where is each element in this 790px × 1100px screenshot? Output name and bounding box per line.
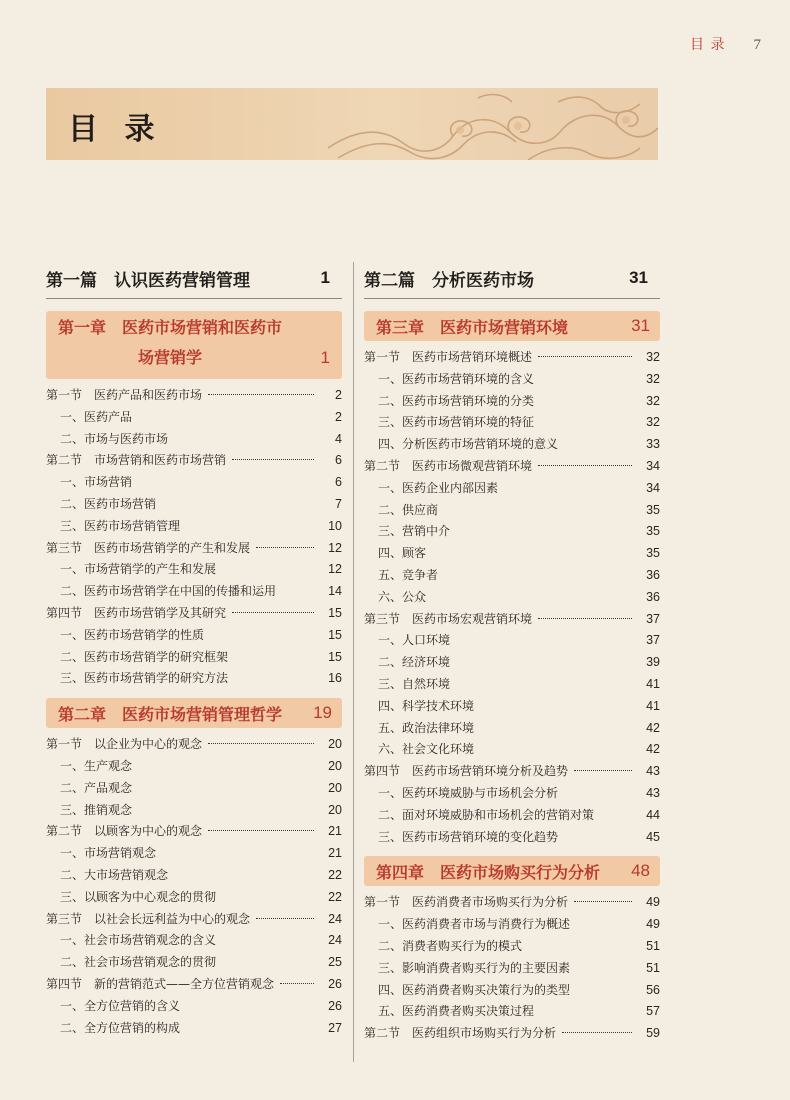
chapter-title-continued: 场营销学 xyxy=(138,348,203,367)
part-title: 第二篇 分析医药市场 xyxy=(364,270,534,291)
entry-title: 第四节 新的营销范式——全方位营销观念 xyxy=(46,976,275,991)
dot-leader xyxy=(432,552,632,553)
toc-item-entry[interactable] xyxy=(46,800,342,822)
entry-page: 51 xyxy=(646,960,660,975)
part-heading xyxy=(364,262,660,299)
entry-title: 三、影响消费者购买行为的主要因素 xyxy=(378,960,571,975)
entry-page: 26 xyxy=(328,976,342,991)
toc-item-entry[interactable] xyxy=(46,887,342,909)
dot-leader xyxy=(186,1027,314,1028)
entry-title: 一、医药市场营销学的性质 xyxy=(60,627,205,642)
toc-section-entry[interactable] xyxy=(46,385,342,407)
toc-item-entry[interactable] xyxy=(364,565,660,587)
dot-leader xyxy=(504,487,632,488)
entry-title: 三、医药市场营销学的研究方法 xyxy=(60,671,229,686)
entry-title: 第二节 以顾客为中心的观念 xyxy=(46,824,203,839)
toc-entry-list xyxy=(364,892,660,1045)
toc-item-entry[interactable] xyxy=(364,500,660,522)
toc-item-entry[interactable] xyxy=(364,718,660,740)
entry-page: 57 xyxy=(646,1004,660,1019)
toc-item-entry[interactable] xyxy=(46,756,342,778)
dot-leader xyxy=(480,727,632,728)
toc-section-entry[interactable] xyxy=(46,821,342,843)
toc-item-entry[interactable] xyxy=(46,472,342,494)
toc-item-entry[interactable] xyxy=(364,674,660,696)
entry-page: 20 xyxy=(328,737,342,752)
dot-leader xyxy=(480,705,632,706)
dot-leader xyxy=(564,443,632,444)
entry-title: 第二节 医药市场微观营销环境 xyxy=(364,458,533,473)
entry-title: 一、市场营销观念 xyxy=(60,846,157,861)
dot-leader xyxy=(222,896,314,897)
toc-section-entry[interactable] xyxy=(364,347,660,369)
entry-page: 15 xyxy=(328,605,342,620)
entry-title: 第三节 医药市场营销学的产生和发展 xyxy=(46,540,251,555)
chapter-heading xyxy=(46,311,342,379)
entry-page: 15 xyxy=(328,627,342,642)
entry-title: 一、社会市场营销观念的含义 xyxy=(60,933,217,948)
entry-page: 12 xyxy=(328,540,342,555)
dot-leader xyxy=(282,590,314,591)
dot-leader xyxy=(444,574,632,575)
entry-page: 43 xyxy=(646,785,660,800)
toc-entry-list xyxy=(46,385,342,690)
entry-page: 25 xyxy=(328,955,342,970)
title-banner xyxy=(46,88,658,160)
toc-section-entry[interactable] xyxy=(46,734,342,756)
entry-title: 一、人口环境 xyxy=(378,633,451,648)
entry-page: 42 xyxy=(646,742,660,757)
entry-page: 56 xyxy=(646,982,660,997)
entry-title: 二、供应商 xyxy=(378,502,439,517)
toc-item-entry[interactable] xyxy=(364,369,660,391)
entry-page: 34 xyxy=(646,458,660,473)
entry-title: 第四节 医药市场营销学及其研究 xyxy=(46,605,227,620)
chapter-page: 19 xyxy=(313,703,332,723)
dot-leader xyxy=(456,683,632,684)
entry-title: 六、社会文化环境 xyxy=(378,742,475,757)
entry-page: 49 xyxy=(646,895,660,910)
entry-title: 一、市场营销 xyxy=(60,475,133,490)
entry-title: 一、医药消费者市场与消费行为概述 xyxy=(378,917,571,932)
toc-item-entry[interactable] xyxy=(364,412,660,434)
entry-page: 35 xyxy=(646,546,660,561)
toc-item-entry[interactable] xyxy=(364,587,660,609)
entry-title: 一、医药产品 xyxy=(60,409,133,424)
entry-page: 35 xyxy=(646,524,660,539)
dot-leader xyxy=(528,945,632,946)
entry-title: 一、全方位营销的含义 xyxy=(60,998,181,1013)
entry-title: 二、全方位营销的构成 xyxy=(60,1020,181,1035)
toc-item-entry[interactable] xyxy=(46,778,342,800)
dot-leader xyxy=(208,743,314,744)
chapter-heading xyxy=(46,698,342,728)
dot-leader xyxy=(562,1032,632,1033)
toc-section-entry[interactable] xyxy=(364,609,660,631)
entry-page: 12 xyxy=(328,562,342,577)
toc-item-entry[interactable] xyxy=(364,543,660,565)
entry-title: 二、市场与医药市场 xyxy=(60,431,169,446)
entry-title: 第一节 医药市场营销环境概述 xyxy=(364,350,533,364)
entry-title: 二、产品观念 xyxy=(60,780,133,795)
dot-leader xyxy=(456,661,632,662)
toc-section-entry[interactable] xyxy=(364,456,660,478)
dot-leader xyxy=(574,901,632,902)
chapter-page: 31 xyxy=(631,316,650,335)
toc-item-entry[interactable] xyxy=(46,559,342,581)
dot-leader xyxy=(540,378,632,379)
dot-leader xyxy=(564,792,632,793)
dot-leader xyxy=(210,634,314,635)
entry-page: 42 xyxy=(646,720,660,735)
chapter-title: 第二章 医药市场营销管理哲学 xyxy=(58,704,283,724)
entry-page: 10 xyxy=(328,518,342,533)
entry-title: 一、生产观念 xyxy=(60,758,133,773)
entry-page: 41 xyxy=(646,676,660,691)
toc-section-entry[interactable] xyxy=(46,450,342,472)
toc-item-entry[interactable] xyxy=(46,581,342,603)
entry-page: 2 xyxy=(335,409,342,424)
toc-entry-list xyxy=(46,734,342,1039)
entry-page: 49 xyxy=(646,917,660,932)
entry-page: 22 xyxy=(328,867,342,882)
entry-page: 6 xyxy=(335,475,342,490)
toc-item-entry[interactable] xyxy=(46,625,342,647)
dot-leader xyxy=(186,525,314,526)
entry-page: 22 xyxy=(328,889,342,904)
toc-item-entry[interactable] xyxy=(364,630,660,652)
toc-item-entry[interactable] xyxy=(46,865,342,887)
entry-title: 二、社会市场营销观念的贯彻 xyxy=(60,955,217,970)
entry-page: 7 xyxy=(335,496,342,511)
entry-page: 45 xyxy=(646,829,660,844)
dot-leader xyxy=(444,509,632,510)
dot-leader xyxy=(456,530,632,531)
toc-item-entry[interactable] xyxy=(46,952,342,974)
entry-title: 五、政治法律环境 xyxy=(378,720,475,735)
part-heading xyxy=(46,262,342,299)
dot-leader xyxy=(222,568,314,569)
toc-item-entry[interactable] xyxy=(46,996,342,1018)
dot-leader xyxy=(538,465,632,466)
toc-item-entry[interactable] xyxy=(46,1018,342,1040)
dot-leader xyxy=(600,814,632,815)
entry-page: 20 xyxy=(328,802,342,817)
entry-page: 32 xyxy=(646,393,660,408)
entry-page: 43 xyxy=(646,764,660,779)
toc-item-entry[interactable] xyxy=(364,739,660,761)
dot-leader xyxy=(540,400,632,401)
toc-item-entry[interactable] xyxy=(364,914,660,936)
entry-page: 24 xyxy=(328,933,342,948)
entry-title: 二、医药市场营销 xyxy=(60,496,157,511)
entry-page: 2 xyxy=(335,388,342,402)
entry-title: 二、大市场营销观念 xyxy=(60,867,169,882)
entry-page: 32 xyxy=(646,371,660,386)
entry-page: 41 xyxy=(646,698,660,713)
entry-title: 三、营销中介 xyxy=(378,524,451,539)
entry-title: 三、以顾客为中心观念的贯彻 xyxy=(60,889,217,904)
toc-item-entry[interactable] xyxy=(46,516,342,538)
dot-leader xyxy=(138,809,314,810)
dot-leader xyxy=(234,656,314,657)
right-column xyxy=(364,262,660,1045)
toc-section-entry[interactable] xyxy=(46,603,342,625)
toc-item-entry[interactable] xyxy=(364,391,660,413)
dot-leader xyxy=(138,416,314,417)
entry-page: 24 xyxy=(328,911,342,926)
dot-leader xyxy=(138,765,314,766)
entry-title: 二、经济环境 xyxy=(378,655,451,670)
dot-leader xyxy=(234,677,314,678)
entry-title: 二、医药市场营销环境的分类 xyxy=(378,393,535,408)
entry-title: 三、医药市场营销环境的特征 xyxy=(378,415,535,430)
toc-item-entry[interactable] xyxy=(364,434,660,456)
dot-leader xyxy=(432,596,632,597)
dot-leader xyxy=(456,639,632,640)
entry-title: 四、分析医药市场营销环境的意义 xyxy=(378,437,559,452)
toc-item-entry[interactable] xyxy=(364,1001,660,1023)
column-divider xyxy=(353,262,354,1062)
entry-title: 一、医药市场营销环境的含义 xyxy=(378,371,535,386)
entry-page: 59 xyxy=(646,1026,660,1041)
page-title: 目 录 xyxy=(68,112,163,147)
dot-leader xyxy=(256,547,314,548)
toc-entry-list xyxy=(364,347,660,848)
toc-item-entry[interactable] xyxy=(364,521,660,543)
dot-leader xyxy=(138,787,314,788)
dot-leader xyxy=(576,923,632,924)
entry-page: 20 xyxy=(328,758,342,773)
toc-item-entry[interactable] xyxy=(46,647,342,669)
entry-page: 15 xyxy=(328,649,342,664)
wave-ornament-icon xyxy=(328,88,658,160)
dot-leader xyxy=(222,939,314,940)
dot-leader xyxy=(540,421,632,422)
entry-page: 6 xyxy=(335,453,342,468)
entry-title: 三、医药市场营销管理 xyxy=(60,518,181,533)
toc-section-entry[interactable] xyxy=(364,1023,660,1045)
entry-page: 44 xyxy=(646,807,660,822)
entry-page: 21 xyxy=(328,846,342,861)
entry-title: 五、医药消费者购买决策过程 xyxy=(378,1004,535,1019)
toc-item-entry[interactable] xyxy=(46,429,342,451)
chapter-page: 48 xyxy=(631,861,650,881)
entry-page: 37 xyxy=(646,633,660,648)
chapter-heading xyxy=(364,856,660,886)
chapter-title: 第三章 医药市场营销环境 xyxy=(376,317,569,337)
toc-item-entry[interactable] xyxy=(46,407,342,429)
toc-section-entry[interactable] xyxy=(46,538,342,560)
chapter-page: 1 xyxy=(320,348,330,367)
part-page: 1 xyxy=(320,268,330,287)
dot-leader xyxy=(208,394,314,395)
running-head-title: 目 录 xyxy=(690,37,726,53)
chapter-title: 第一章 医药市场营销和医药市 xyxy=(58,318,283,337)
toc-item-entry[interactable] xyxy=(364,827,660,849)
dot-leader xyxy=(538,618,632,619)
entry-title: 四、科学技术环境 xyxy=(378,698,475,713)
part-page: 31 xyxy=(629,268,648,287)
entry-page: 37 xyxy=(646,611,660,626)
entry-page: 14 xyxy=(328,584,342,599)
dot-leader xyxy=(222,961,314,962)
entry-title: 六、公众 xyxy=(378,589,427,604)
toc-item-entry[interactable] xyxy=(364,478,660,500)
entry-title: 三、推销观念 xyxy=(60,802,133,817)
chapter-heading xyxy=(364,311,660,341)
dot-leader xyxy=(232,459,314,460)
toc-item-entry[interactable] xyxy=(364,805,660,827)
entry-page: 4 xyxy=(335,431,342,446)
entry-title: 三、自然环境 xyxy=(378,676,451,691)
toc-item-entry[interactable] xyxy=(364,958,660,980)
dot-leader xyxy=(162,852,314,853)
entry-page: 36 xyxy=(646,589,660,604)
toc-item-entry[interactable] xyxy=(364,980,660,1002)
page-number: 7 xyxy=(753,37,762,53)
dot-leader xyxy=(538,356,632,357)
toc-item-entry[interactable] xyxy=(364,783,660,805)
dot-leader xyxy=(138,481,314,482)
dot-leader xyxy=(162,503,314,504)
entry-title: 二、医药市场营销学在中国的传播和运用 xyxy=(60,584,277,599)
dot-leader xyxy=(232,612,314,613)
entry-page: 36 xyxy=(646,567,660,582)
toc-item-entry[interactable] xyxy=(46,668,342,690)
entry-title: 第一节 以企业为中心的观念 xyxy=(46,737,203,752)
dot-leader xyxy=(174,874,314,875)
entry-page: 39 xyxy=(646,655,660,670)
entry-title: 二、面对环境威胁和市场机会的营销对策 xyxy=(378,807,595,822)
dot-leader xyxy=(564,836,632,837)
entry-title: 第三节 医药市场宏观营销环境 xyxy=(364,611,533,626)
dot-leader xyxy=(280,983,314,984)
toc-item-entry[interactable] xyxy=(364,936,660,958)
dot-leader xyxy=(540,1010,632,1011)
toc-item-entry[interactable] xyxy=(46,843,342,865)
dot-leader xyxy=(174,438,314,439)
entry-title: 二、医药市场营销学的研究框架 xyxy=(60,649,229,664)
entry-title: 一、市场营销学的产生和发展 xyxy=(60,562,217,577)
entry-page: 33 xyxy=(646,437,660,452)
entry-page: 32 xyxy=(646,415,660,430)
toc-item-entry[interactable] xyxy=(46,494,342,516)
dot-leader xyxy=(208,830,314,831)
part-title: 第一篇 认识医药营销管理 xyxy=(46,270,250,291)
dot-leader xyxy=(256,918,314,919)
entry-title: 一、医药环境威胁与市场机会分析 xyxy=(378,785,559,800)
toc-item-entry[interactable] xyxy=(46,930,342,952)
entry-title: 第三节 以社会长远利益为中心的观念 xyxy=(46,911,251,926)
entry-page: 16 xyxy=(328,671,342,686)
entry-title: 一、医药企业内部因素 xyxy=(378,480,499,495)
entry-title: 第一节 医药产品和医药市场 xyxy=(46,388,203,402)
entry-title: 三、医药市场营销环境的变化趋势 xyxy=(378,829,559,844)
entry-page: 27 xyxy=(328,1020,342,1035)
toc-section-entry[interactable] xyxy=(364,761,660,783)
toc-section-entry[interactable] xyxy=(46,974,342,996)
entry-page: 34 xyxy=(646,480,660,495)
dot-leader xyxy=(480,748,632,749)
entry-title: 第二节 市场营销和医药市场营销 xyxy=(46,453,227,468)
entry-title: 四、顾客 xyxy=(378,546,427,561)
toc-item-entry[interactable] xyxy=(364,652,660,674)
running-head xyxy=(690,34,762,54)
left-column xyxy=(46,262,342,1039)
toc-item-entry[interactable] xyxy=(364,696,660,718)
entry-title: 五、竞争者 xyxy=(378,567,439,582)
entry-page: 51 xyxy=(646,938,660,953)
dot-leader xyxy=(574,770,632,771)
entry-page: 20 xyxy=(328,780,342,795)
entry-page: 32 xyxy=(646,350,660,364)
chapter-title: 第四章 医药市场购买行为分析 xyxy=(376,862,601,882)
entry-title: 二、消费者购买行为的模式 xyxy=(378,938,523,953)
entry-page: 35 xyxy=(646,502,660,517)
toc-section-entry[interactable] xyxy=(46,909,342,931)
entry-page: 26 xyxy=(328,998,342,1013)
entry-title: 第一节 医药消费者市场购买行为分析 xyxy=(364,895,569,910)
toc-section-entry[interactable] xyxy=(364,892,660,914)
dot-leader xyxy=(186,1005,314,1006)
entry-title: 四、医药消费者购买决策行为的类型 xyxy=(378,982,571,997)
entry-title: 第二节 医药组织市场购买行为分析 xyxy=(364,1026,557,1041)
entry-title: 第四节 医药市场营销环境分析及趋势 xyxy=(364,764,569,779)
dot-leader xyxy=(576,967,632,968)
dot-leader xyxy=(576,989,632,990)
entry-page: 21 xyxy=(328,824,342,839)
